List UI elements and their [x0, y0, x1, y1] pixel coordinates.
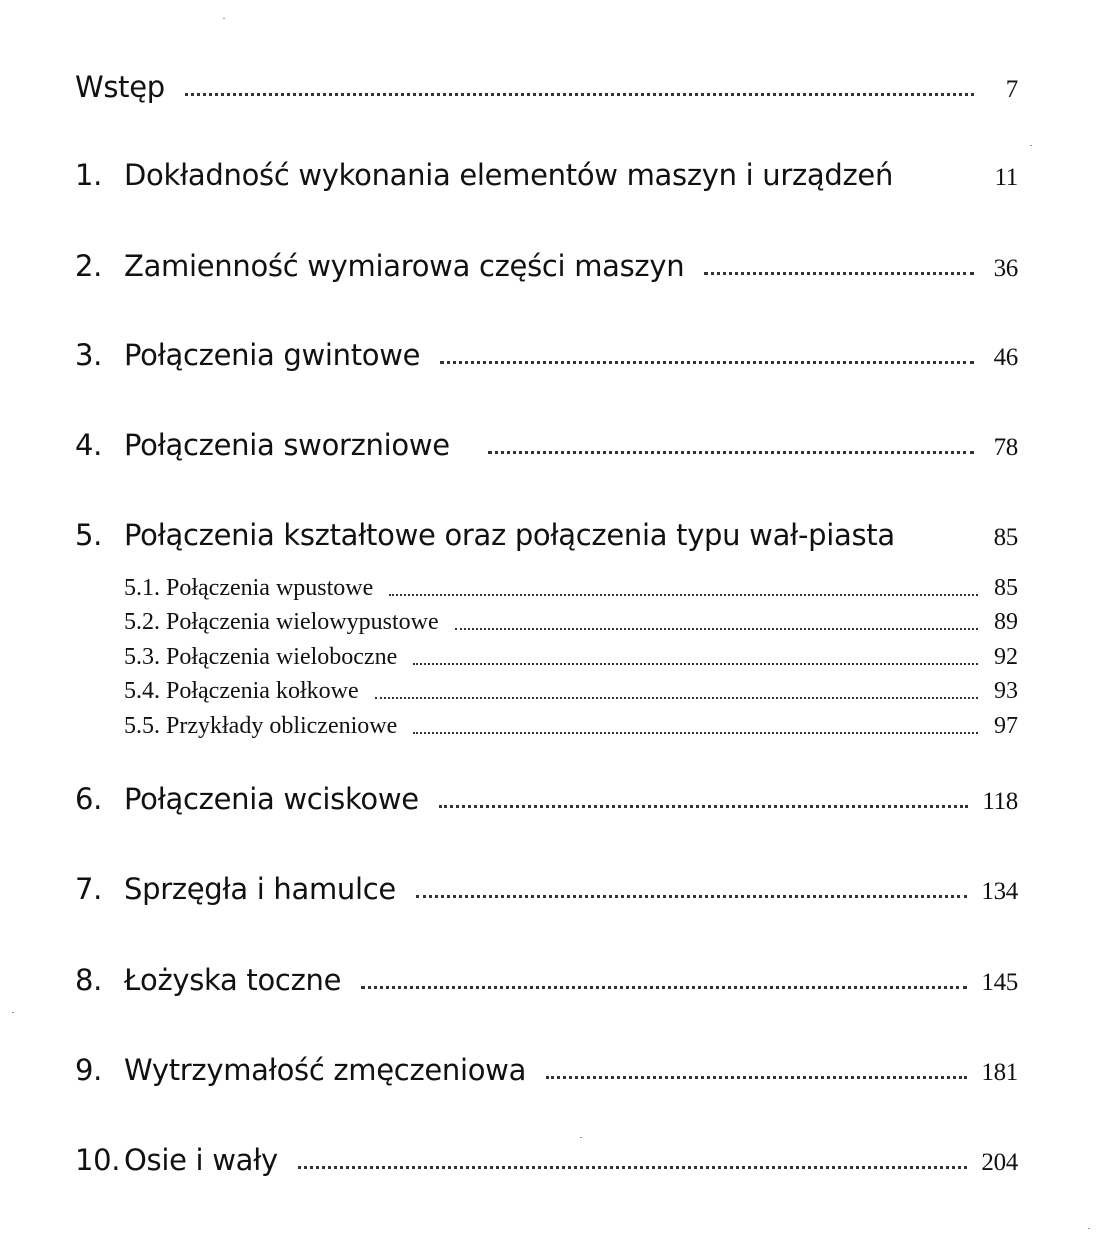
dot-leader	[389, 593, 978, 596]
toc-subentry-5-1[interactable]	[124, 575, 1018, 602]
toc-entry-number: 6.	[75, 782, 103, 816]
toc-entry-page: 7	[1005, 76, 1018, 103]
dot-leader	[439, 804, 968, 808]
toc-entry-number: 8.	[75, 963, 103, 997]
toc-entry-page: 46	[993, 344, 1018, 371]
toc-subentry-5-3[interactable]	[124, 644, 1018, 671]
toc-entry-number: 10.	[75, 1143, 121, 1177]
toc-subentry-5-2[interactable]	[124, 609, 1018, 636]
toc-entry-number: 9.	[75, 1053, 103, 1087]
toc-entry-chapter-6[interactable]	[75, 782, 1018, 816]
scan-speck	[1030, 145, 1032, 146]
dot-leader	[488, 450, 974, 454]
toc-entry-chapter-7[interactable]	[75, 872, 1018, 906]
toc-subentry-5-5[interactable]	[124, 713, 1018, 740]
toc-subentry-title: 5.4. Połączenia kołkowe	[124, 678, 359, 704]
toc-entry-chapter-10[interactable]	[75, 1143, 1018, 1177]
toc-entry-number: 1.	[75, 158, 103, 192]
dot-leader	[704, 271, 974, 275]
toc-subentry-title: 5.5. Przykłady obliczeniowe	[124, 713, 398, 739]
scan-speck	[1088, 1228, 1090, 1229]
dot-leader	[416, 894, 967, 898]
dot-leader	[413, 731, 978, 734]
toc-subentry-title: 5.3. Połączenia wieloboczne	[124, 644, 398, 670]
scan-speck	[12, 1012, 14, 1013]
toc-entry-page: 204	[981, 1149, 1018, 1176]
scan-speck	[580, 1137, 582, 1138]
toc-subentry-title: 5.1. Połączenia wpustowe	[124, 575, 374, 601]
toc-entry-number: 7.	[75, 872, 103, 906]
toc-entry-chapter-9[interactable]	[75, 1053, 1018, 1087]
toc-entry-chapter-4[interactable]	[75, 428, 1018, 462]
toc-entry-title: Wytrzymałość zmęczeniowa	[124, 1053, 527, 1087]
toc-entry-page: 85	[993, 524, 1018, 551]
toc-entry-title: Sprzęgła i hamulce	[124, 872, 396, 906]
toc-entry-introduction[interactable]	[75, 70, 1018, 104]
toc-subentry-page: 89	[994, 609, 1018, 635]
toc-subentry-page: 85	[994, 575, 1018, 601]
toc-entry-title: Dokładność wykonania elementów maszyn i urządzeń	[124, 158, 894, 192]
toc-entry-title: Wstęp	[75, 70, 165, 104]
toc-entry-chapter-1[interactable]	[75, 158, 1018, 192]
dot-leader	[413, 662, 978, 665]
dot-leader	[440, 360, 974, 364]
toc-entry-chapter-5[interactable]	[75, 518, 1018, 552]
dot-leader	[185, 92, 974, 96]
toc-subentry-title: 5.2. Połączenia wielowypustowe	[124, 609, 439, 635]
dot-leader	[375, 696, 978, 699]
toc-subentry-page: 92	[994, 644, 1018, 670]
toc-entry-number: 5.	[75, 518, 103, 552]
toc-entry-title: Zamienność wymiarowa części maszyn	[124, 249, 685, 283]
leader-gap	[913, 183, 974, 184]
dot-leader	[298, 1165, 967, 1169]
toc-entry-page: 78	[993, 434, 1018, 461]
toc-entry-page: 118	[982, 788, 1018, 815]
toc-entry-chapter-3[interactable]	[75, 338, 1018, 372]
toc-entry-page: 145	[981, 969, 1018, 996]
toc-entry-chapter-8[interactable]	[75, 963, 1018, 997]
toc-entry-page: 134	[981, 878, 1018, 905]
dot-leader	[546, 1075, 967, 1079]
toc-entry-number: 3.	[75, 338, 103, 372]
toc-entry-number: 2.	[75, 249, 103, 283]
toc-entry-page: 181	[981, 1059, 1018, 1086]
dot-leader	[361, 985, 967, 989]
dot-leader	[455, 627, 978, 630]
toc-entry-title: Połączenia sworzniowe	[124, 428, 450, 462]
toc-entry-page: 11	[994, 164, 1018, 191]
toc-subentry-5-4[interactable]	[124, 678, 1018, 705]
toc-subentry-page: 93	[994, 678, 1018, 704]
toc-entry-title: Połączenia kształtowe oraz połączenia typu wał-piasta	[124, 518, 895, 552]
toc-entry-title: Łożyska toczne	[124, 963, 342, 997]
toc-entry-page: 36	[993, 255, 1018, 282]
toc-entry-chapter-2[interactable]	[75, 249, 1018, 283]
leader-gap	[915, 543, 974, 544]
toc-entry-title: Połączenia gwintowe	[124, 338, 421, 372]
toc-entry-number: 4.	[75, 428, 103, 462]
toc-entry-title: Osie i wały	[124, 1143, 278, 1177]
toc-subentry-page: 97	[994, 713, 1018, 739]
scan-speck	[223, 18, 225, 19]
toc-entry-title: Połączenia wciskowe	[124, 782, 419, 816]
